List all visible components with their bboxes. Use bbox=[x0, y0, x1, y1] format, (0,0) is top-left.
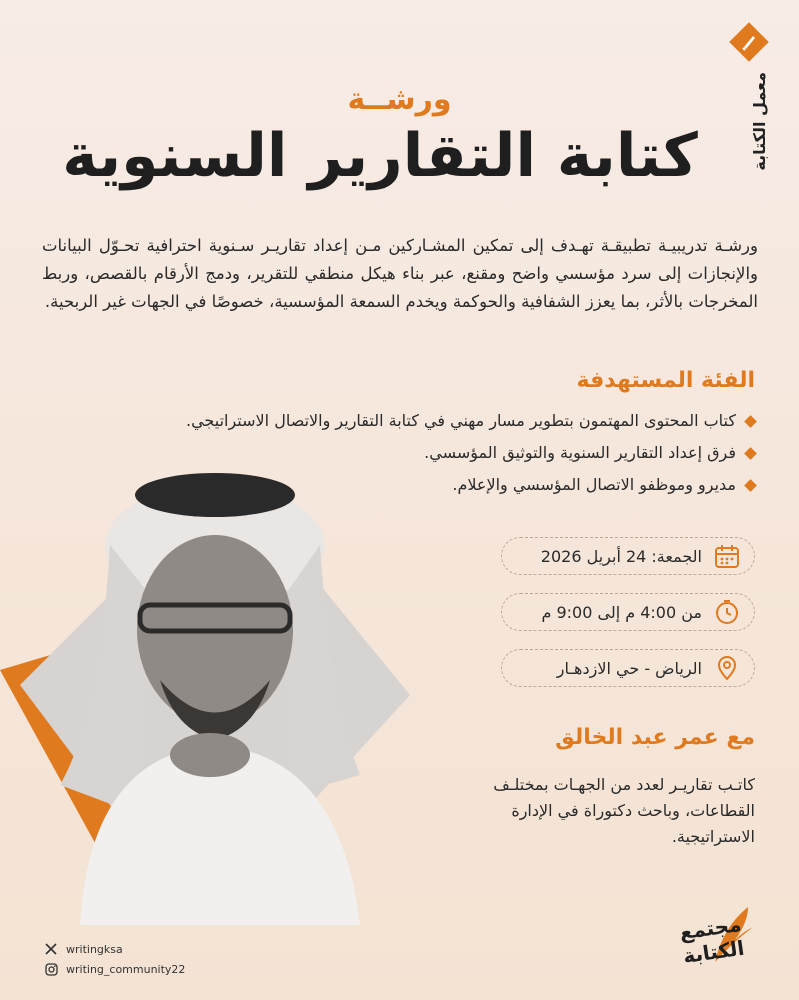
community-logo-line2: الكتابة bbox=[681, 935, 746, 969]
map-pin-icon bbox=[714, 655, 740, 681]
location-text: الرياض - حي الازدهـار bbox=[556, 658, 702, 678]
clock-icon bbox=[714, 599, 740, 625]
x-handle-row[interactable] bbox=[44, 942, 123, 956]
date-text: الجمعة: 24 أبريل 2026 bbox=[540, 546, 702, 566]
x-logo-icon bbox=[44, 942, 58, 956]
brand-name: معمل الكتابة bbox=[750, 72, 769, 171]
list-item: كتاب المحتوى المهتمون بتطوير مسار مهني في كتابة التقارير والاتصال الاستراتيجي. bbox=[135, 405, 755, 437]
instagram-icon bbox=[44, 962, 58, 976]
audience-heading: الفئة المستهدفة bbox=[576, 368, 755, 393]
time-pill bbox=[501, 593, 755, 631]
kicker-label: ورشــة bbox=[347, 82, 452, 117]
instagram-handle-row[interactable] bbox=[44, 962, 185, 976]
community-logo-line1: مجتمع bbox=[677, 911, 743, 945]
calendar-icon bbox=[714, 543, 740, 569]
diamond-bullet-icon bbox=[744, 415, 757, 428]
list-item: مديرو وموظفو الاتصال المؤسسي والإعلام. bbox=[135, 469, 755, 501]
time-text: من 4:00 م إلى 9:00 م bbox=[541, 602, 702, 622]
presenter-bio: كاتـب تقاريـر لعدد من الجهـات بمختلـف القطاعات، وباحث دكتوراة في الإدارة الاستراتيجية. bbox=[493, 775, 755, 846]
presenter-photo bbox=[0, 455, 440, 935]
x-handle[interactable]: writingksa bbox=[66, 942, 123, 956]
brand-mark-icon bbox=[729, 22, 769, 62]
workshop-description: ورشـة تدريبيـة تطبيقـة تهـدف إلى تمكين المشـاركين مـن إعداد تقاريـر سـنوية احترافية تحـوّل البيانات والإنجازات إلى سرد مؤسسي واضح ومقنع، عبر بناء هيكل منطقي للتقرير، ودمج الأرقام بالقصص، وربط المخرجات بالأثر، بما يعزز الشفافية والحوكمة ويخدم السمعة المؤسسية، خصوصًا في الجهات غير الربحية. bbox=[42, 236, 758, 311]
instagram-handle[interactable]: writing_community22 bbox=[66, 962, 186, 976]
diamond-bullet-icon bbox=[744, 479, 757, 492]
list-item: فرق إعداد التقارير السنوية والتوثيق المؤسسي. bbox=[135, 437, 755, 469]
location-pill bbox=[501, 649, 755, 687]
diamond-bullet-icon bbox=[744, 447, 757, 460]
date-pill bbox=[501, 537, 755, 575]
community-logo bbox=[653, 902, 763, 982]
page-title: كتابة التقارير السنوية bbox=[62, 121, 698, 191]
presenter-heading: مع عمر عبد الخالق bbox=[555, 725, 755, 750]
